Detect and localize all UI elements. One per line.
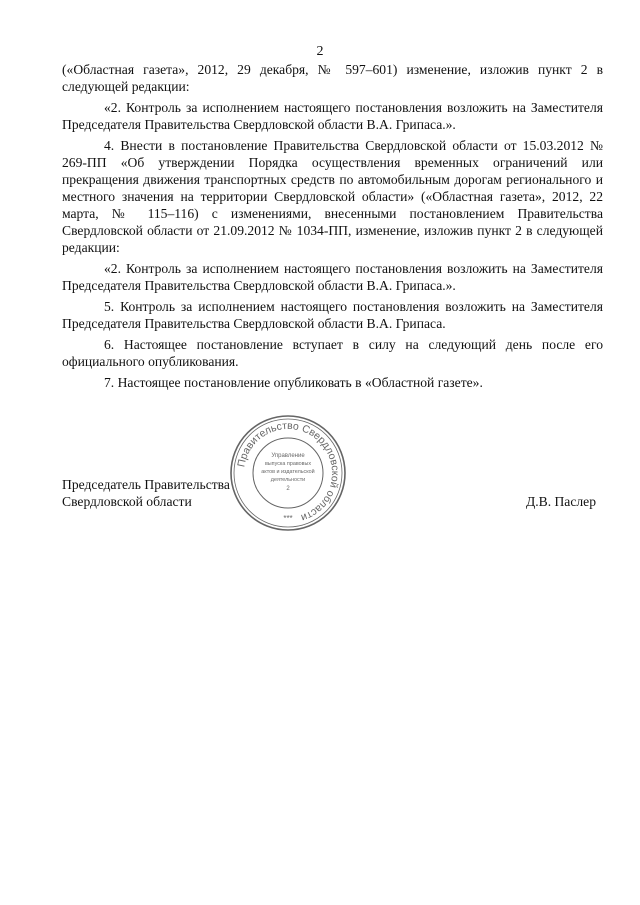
stamp-inner-line5: 2 xyxy=(286,486,290,492)
paragraph-item-5: 5. Контроль за исполнением настоящего постановления возложить на Заместителя Председателя Правительства Свердловской области В.А. Грипаса. xyxy=(62,299,603,331)
stamp-inner-line4: деятельности xyxy=(270,477,306,483)
signature-position-line1: Председатель Правительства xyxy=(62,477,230,492)
paragraph-quote-1: «2. Контроль за исполнением настоящего постановления возложить на Заместителя Председателя Правительства Свердловской области В.А. Грипаса.». xyxy=(62,100,603,132)
stamp-inner-line2: выпуска правовых xyxy=(264,461,312,467)
paragraph-quote-2: «2. Контроль за исполнением настоящего постановления возложить на Заместителя Председателя Правительства Свердловской области В.А. Грипаса.». xyxy=(62,261,603,293)
stamp-bottom-mark: *** xyxy=(283,514,293,523)
paragraph-item-7: 7. Настоящее постановление опубликовать в «Областной газете». xyxy=(104,375,483,390)
signature-name: Д.В. Паслер xyxy=(525,494,596,509)
stamp-ring-text: Правительство Свердловской области xyxy=(235,419,342,524)
stamp-graphic xyxy=(228,413,348,533)
paragraph-item-4: 4. Внести в постановление Правительства Свердловской области от 15.03.2012 № 269-ПП «Об утверждении Порядка осуществления временных ограничений или прекращения движения транспортных средств по автомобильным дорогам регионального и местного значения на территории Свердловской области» («Областная газета», 2012, 22 марта, № 115–116) с изменениями, внесенными постановлением Правительства Свердловской области от 21.09.2012 № 1034-ПП, изменение, изложив пункт 2 в следующей редакции: xyxy=(62,138,603,255)
stamp-inner-line3: актов и издательской xyxy=(261,469,315,475)
signature-position-line2: Свердловской области xyxy=(62,494,192,509)
page-number: 2 xyxy=(316,44,324,59)
stamp-inner-line1: Управление xyxy=(271,453,305,459)
paragraph-item-6: 6. Настоящее постановление вступает в силу на следующий день после его официального опубликования. xyxy=(62,337,603,369)
paragraph-continuation: («Областная газета», 2012, 29 декабря, № 597–601) изменение, изложив пункт 2 в следующей редакции: xyxy=(62,62,603,94)
official-stamp xyxy=(228,413,348,533)
document-body xyxy=(62,61,603,395)
